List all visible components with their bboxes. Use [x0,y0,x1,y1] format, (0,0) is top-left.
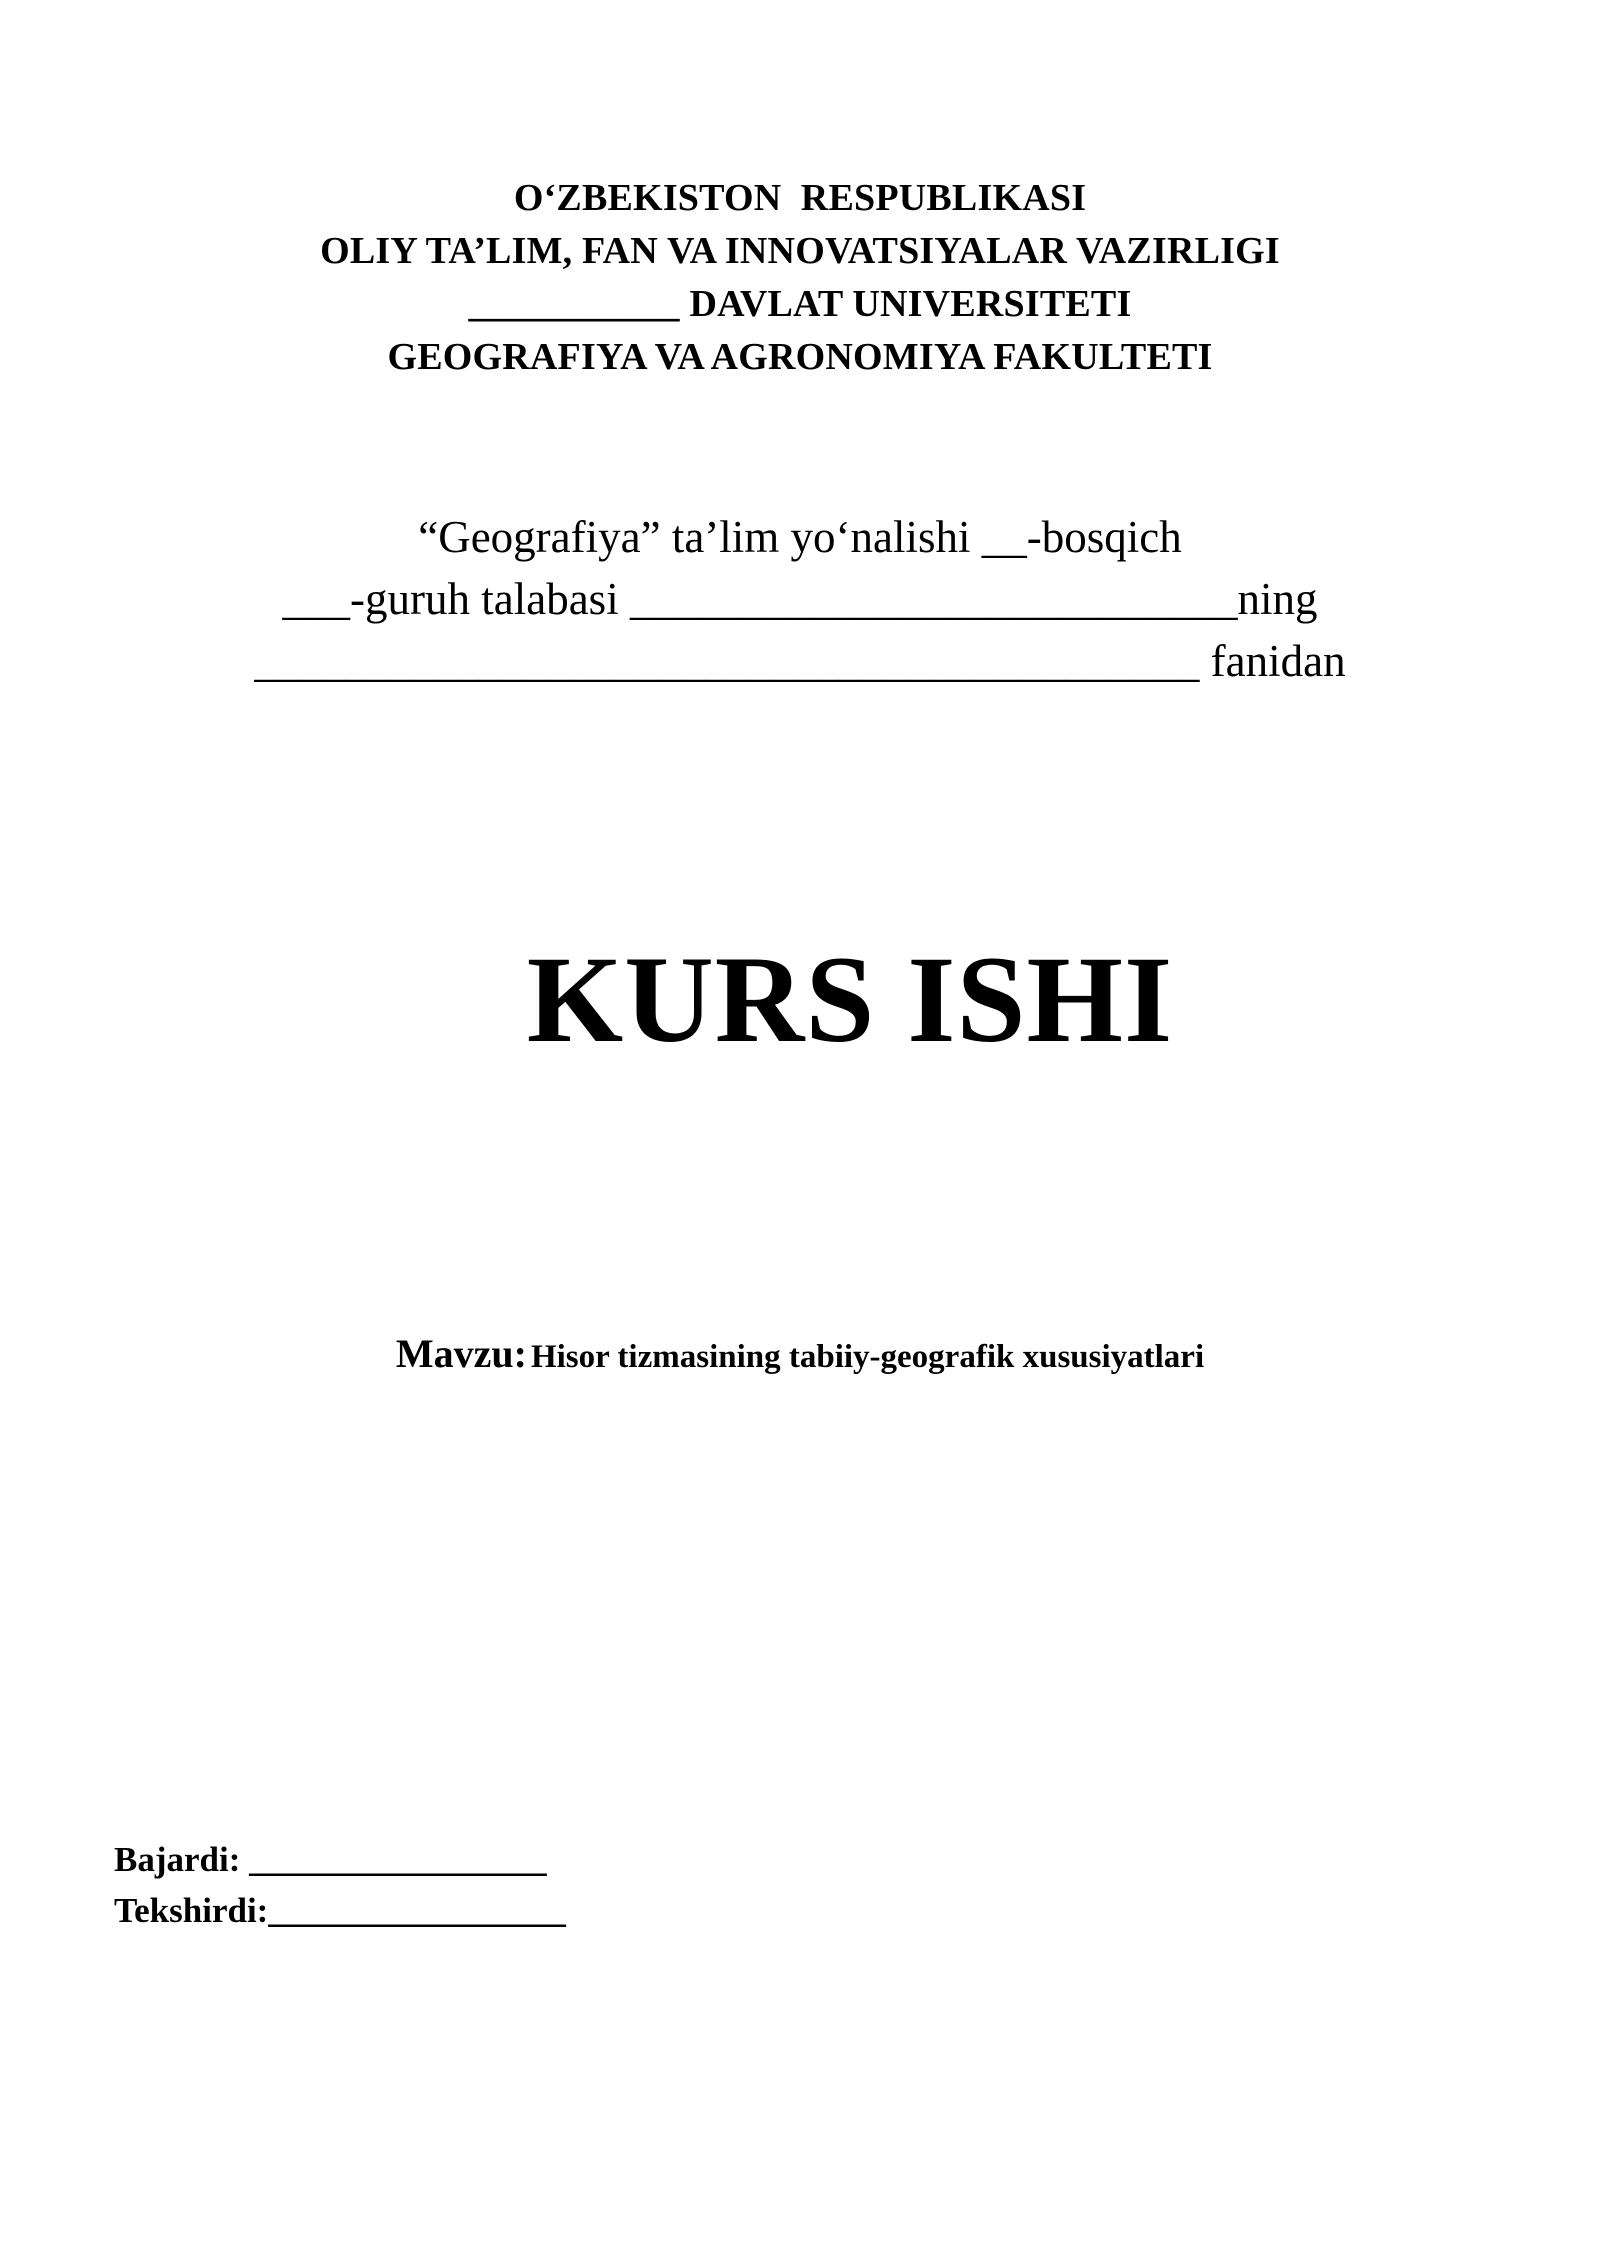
student-line-direction: “Geografiya” ta’lim yo‘nalishi __-bosqich [418,512,1182,562]
topic-label: Mavzu: [395,1331,527,1376]
institution-header [0,172,1600,384]
checked-by-line: Tekshirdi:_________________ [114,1891,566,1930]
student-info [0,506,1600,692]
university-name: ___________ DAVLAT UNIVERSITETI [468,283,1132,325]
student-line-subject: __________________________________________ fanidan [254,636,1346,686]
ministry-name: OLIY TA’LIM, FAN VA INNOVATSIYALAR VAZIRLIGI [320,230,1280,272]
student-line-group: ___-guruh talabasi ___________________________ning [282,574,1318,624]
faculty-name: GEOGRAFIYA VA AGRONOMIYA FAKULTETI [387,336,1213,378]
signature-block [114,1834,566,1936]
performed-by-line: Bajardi: _________________ [114,1840,547,1879]
topic-line [0,1330,1600,1377]
topic-value: Hisor tizmasining tabiiy-geografik xususiyatlari [530,1339,1205,1375]
document-title: KURS ISHI [526,931,1174,1068]
country-name: O‘ZBEKISTON RESPUBLIKASI [513,177,1087,219]
